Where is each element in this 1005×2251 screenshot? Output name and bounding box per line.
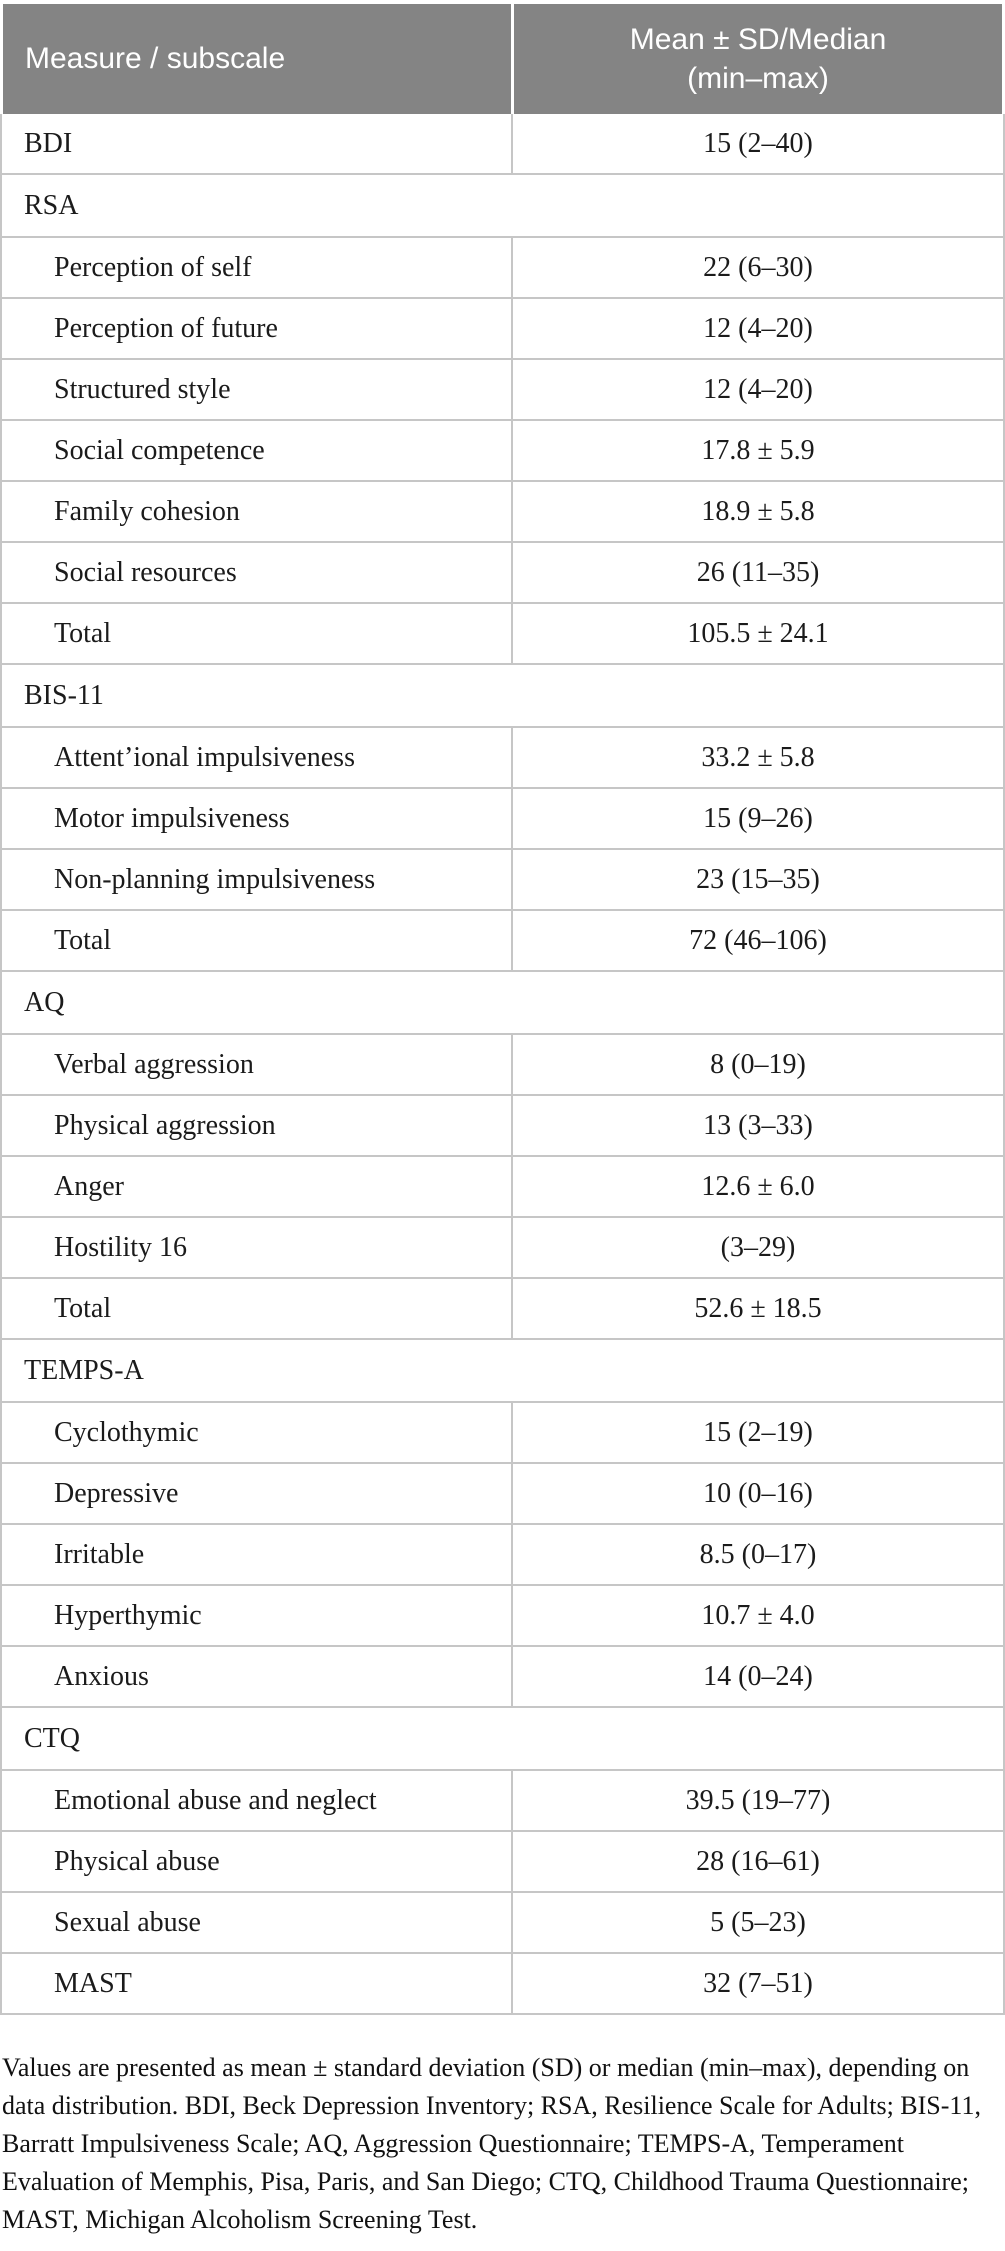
- table-body: [0, 114, 1005, 2015]
- table-row: [2, 1645, 1003, 1706]
- row-label: Perception of future: [2, 299, 513, 358]
- row-label: BDI: [2, 114, 513, 173]
- row-value: 26 (11–35): [696, 556, 820, 588]
- table-row: [2, 602, 1003, 663]
- row-label: Total: [2, 1279, 513, 1338]
- table-footnote: Values are presented as mean ± standard deviation (SD) or median (min–max), depending on data distribution. BDI, Beck Depression Inventory; RSA, Resilience Scale for Adults; BIS-11, Barratt Impulsiveness Scale; AQ, Aggression Questionnaire; TEMPS-A, Temperament Evaluation of Memphis, Pisa, Paris, and San Diego; CTQ, Childhood Trauma Questionnaire; MAST, Michigan Alcoholism Screening Test.: [2, 2053, 981, 2234]
- section-row: [2, 173, 1003, 236]
- header-measure-label: Measure / subscale: [25, 42, 286, 75]
- section-row: [2, 970, 1003, 1033]
- table-row: [2, 480, 1003, 541]
- table-row: [2, 787, 1003, 848]
- row-value: 39.5 (19–77): [685, 1784, 831, 1816]
- row-label: Hyperthymic: [2, 1586, 513, 1645]
- table-row: [2, 1155, 1003, 1216]
- table-row: [2, 1094, 1003, 1155]
- row-label: RSA: [24, 189, 79, 221]
- row-value: 105.5 ± 24.1: [687, 617, 829, 649]
- row-value: 72 (46–106): [689, 924, 827, 956]
- table-header-row: [0, 0, 1005, 114]
- row-value: 5 (5–23): [710, 1906, 806, 1938]
- table-row: [2, 541, 1003, 602]
- row-label: Physical aggression: [2, 1096, 513, 1155]
- table-row: [2, 1033, 1003, 1094]
- row-value: (3–29): [720, 1231, 796, 1263]
- row-value: 10.7 ± 4.0: [701, 1599, 815, 1631]
- row-label: BIS-11: [24, 679, 104, 711]
- row-value: 8 (0–19): [710, 1048, 806, 1080]
- row-label: Verbal aggression: [2, 1035, 513, 1094]
- row-value: 8.5 (0–17): [699, 1538, 817, 1570]
- row-label: Social competence: [2, 421, 513, 480]
- table-row: [2, 848, 1003, 909]
- table-row: [2, 297, 1003, 358]
- row-value: 32 (7–51): [703, 1967, 813, 1999]
- row-label: Anger: [2, 1157, 513, 1216]
- table-row: [2, 1401, 1003, 1462]
- row-label: Total: [2, 911, 513, 970]
- header-cell-measure: [3, 4, 511, 114]
- row-label: Structured style: [2, 360, 513, 419]
- row-label: Sexual abuse: [2, 1893, 513, 1952]
- table-row: [2, 909, 1003, 970]
- section-row: [2, 1338, 1003, 1401]
- row-value: 18.9 ± 5.8: [701, 495, 815, 527]
- row-label: MAST: [2, 1954, 513, 2013]
- row-label: Motor impulsiveness: [2, 789, 513, 848]
- row-label: Depressive: [2, 1464, 513, 1523]
- table-row: [2, 1523, 1003, 1584]
- table-row: [2, 1952, 1003, 2013]
- table-row: [2, 1462, 1003, 1523]
- row-value: 28 (16–61): [696, 1845, 820, 1877]
- row-value: 52.6 ± 18.5: [694, 1292, 822, 1324]
- table-row: [2, 1216, 1003, 1277]
- table-row: [2, 1830, 1003, 1891]
- table-row: [2, 114, 1003, 173]
- table-row: [2, 1769, 1003, 1830]
- row-label: Cyclothymic: [2, 1403, 513, 1462]
- row-label: Hostility 16: [2, 1218, 513, 1277]
- row-label: Perception of self: [2, 238, 513, 297]
- row-label: Emotional abuse and neglect: [2, 1771, 513, 1830]
- row-label: Family cohesion: [2, 482, 513, 541]
- row-value: 17.8 ± 5.9: [701, 434, 815, 466]
- row-value: 13 (3–33): [703, 1109, 813, 1141]
- row-value: 33.2 ± 5.8: [701, 741, 815, 773]
- header-value-label: Mean ± SD/Median (min–max): [629, 23, 887, 95]
- row-label: Attent’ional impulsiveness: [2, 728, 513, 787]
- row-label: AQ: [24, 986, 65, 1018]
- table-row: [2, 726, 1003, 787]
- header-cell-value: [514, 4, 1002, 114]
- row-label: Non-planning impulsiveness: [2, 850, 513, 909]
- row-label: TEMPS-A: [24, 1354, 144, 1386]
- table-row: [2, 1277, 1003, 1338]
- row-label: Irritable: [2, 1525, 513, 1584]
- row-label: Total: [2, 604, 513, 663]
- row-value: 23 (15–35): [696, 863, 820, 895]
- row-label: CTQ: [24, 1722, 80, 1754]
- table-row: [2, 1891, 1003, 1952]
- row-value: 12.6 ± 6.0: [701, 1170, 815, 1202]
- section-row: [2, 1706, 1003, 1769]
- row-label: Social resources: [2, 543, 513, 602]
- table-row: [2, 1584, 1003, 1645]
- row-value: 15 (2–40): [703, 127, 813, 159]
- row-value: 10 (0–16): [703, 1477, 813, 1509]
- row-label: Physical abuse: [2, 1832, 513, 1891]
- row-value: 14 (0–24): [703, 1660, 813, 1692]
- row-value: 12 (4–20): [703, 373, 813, 405]
- table-row: [2, 419, 1003, 480]
- row-label: Anxious: [2, 1647, 513, 1706]
- row-value: 22 (6–30): [703, 251, 813, 283]
- section-row: [2, 663, 1003, 726]
- row-value: 15 (2–19): [703, 1416, 813, 1448]
- table-row: [2, 358, 1003, 419]
- row-value: 15 (9–26): [703, 802, 813, 834]
- row-value: 12 (4–20): [703, 312, 813, 344]
- table-row: [2, 236, 1003, 297]
